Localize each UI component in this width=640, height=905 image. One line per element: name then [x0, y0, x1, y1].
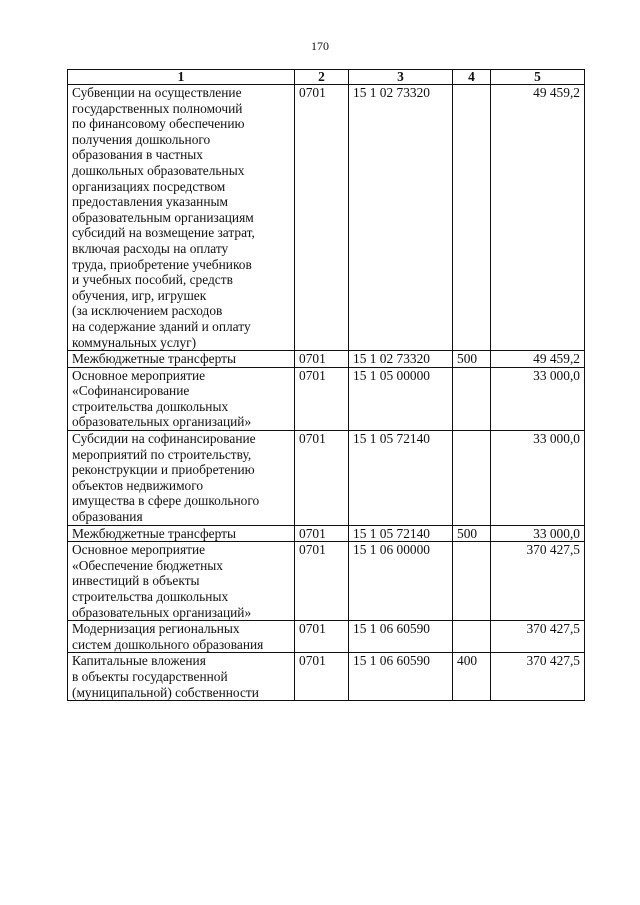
row-section-code: 0701 [295, 351, 349, 368]
row-name-line: Субсидии на софинансирование [72, 431, 256, 447]
row-name-line: образовательных организаций» [72, 604, 252, 620]
row-name [68, 85, 295, 351]
row-name-line: строительства дошкольных [72, 398, 229, 414]
row-name-line: субсидий на возмещение затрат, [72, 225, 255, 241]
row-name-line: Капитальные вложения [72, 653, 206, 669]
row-amount: 370 427,5 [491, 653, 585, 701]
table-body [68, 85, 585, 701]
table-row [68, 431, 585, 526]
row-name-line: в объекты государственной [72, 668, 228, 684]
row-name-line: и учебных пособий, средств [72, 272, 233, 288]
column-header-amount: 5 [491, 70, 585, 85]
budget-table [67, 69, 585, 701]
table-header-row [68, 70, 585, 85]
row-amount: 49 459,2 [491, 351, 585, 368]
row-name-line: дошкольных образовательных [72, 162, 245, 178]
column-header-expense: 4 [453, 70, 491, 85]
row-name [68, 367, 295, 430]
row-name-line: (муниципальной) собственности [72, 684, 259, 700]
row-target-code: 15 1 02 73320 [349, 85, 453, 351]
row-section-code: 0701 [295, 542, 349, 621]
row-expense-type [453, 621, 491, 653]
table-row [68, 621, 585, 653]
row-expense-type [453, 85, 491, 351]
row-section-code: 0701 [295, 85, 349, 351]
row-expense-type [453, 542, 491, 621]
row-target-code: 15 1 06 60590 [349, 621, 453, 653]
row-name-line: предоставления указанным [72, 194, 228, 210]
table-row [68, 653, 585, 701]
row-name-line: систем дошкольного образования [72, 636, 264, 652]
table-row [68, 525, 585, 542]
row-name-line: Межбюджетные трансферты [72, 351, 236, 367]
row-name-line: включая расходы на оплату [72, 240, 229, 256]
row-expense-type: 500 [453, 525, 491, 542]
row-name-line: Субвенции на осуществление [72, 85, 242, 100]
row-name [68, 542, 295, 621]
row-name-line: Основное мероприятие [72, 542, 206, 558]
row-name-line: коммунальных услуг) [72, 334, 197, 350]
row-name-line: государственных полномочий [72, 100, 243, 116]
row-name-line: труда, приобретение учебников [72, 256, 252, 272]
row-name [68, 431, 295, 526]
row-name-line: (за исключением расходов [72, 303, 223, 319]
row-amount: 33 000,0 [491, 431, 585, 526]
row-name [68, 621, 295, 653]
row-name-line: мероприятий по строительству, [72, 446, 252, 462]
row-name-line: по финансовому обеспечению [72, 116, 245, 132]
row-expense-type: 500 [453, 351, 491, 368]
row-target-code: 15 1 06 60590 [349, 653, 453, 701]
row-section-code: 0701 [295, 525, 349, 542]
row-section-code: 0701 [295, 367, 349, 430]
row-expense-type [453, 431, 491, 526]
row-name-line: имущества в сфере дошкольного [72, 493, 260, 509]
row-name-line: «Софинансирование [72, 383, 190, 399]
row-name-line: объектов недвижимого [72, 477, 204, 493]
row-name-line: инвестиций в объекты [72, 573, 200, 589]
row-section-code: 0701 [295, 653, 349, 701]
row-name-line: образовательным организациям [72, 209, 254, 225]
row-amount: 370 427,5 [491, 621, 585, 653]
row-name-line: получения дошкольного [72, 131, 211, 147]
row-name [68, 653, 295, 701]
row-name-line: образовательных организаций» [72, 414, 252, 430]
row-section-code: 0701 [295, 431, 349, 526]
row-name-line: реконструкции и приобретению [72, 462, 255, 478]
row-name-line: Межбюджетные трансферты [72, 525, 236, 541]
row-target-code: 15 1 05 72140 [349, 431, 453, 526]
row-name-line: Основное мероприятие [72, 367, 206, 383]
row-name-line: на содержание зданий и оплату [72, 318, 251, 334]
row-amount: 33 000,0 [491, 525, 585, 542]
row-name-line: Модернизация региональных [72, 621, 240, 637]
column-header-target: 3 [349, 70, 453, 85]
row-name-line: образования [72, 509, 143, 525]
row-name-line: организациях посредством [72, 178, 226, 194]
table-row [68, 85, 585, 351]
table-row [68, 367, 585, 430]
row-name [68, 351, 295, 368]
column-header-name: 1 [68, 70, 295, 85]
row-target-code: 15 1 02 73320 [349, 351, 453, 368]
row-expense-type [453, 367, 491, 430]
row-section-code: 0701 [295, 621, 349, 653]
row-name-line: обучения, игр, игрушек [72, 287, 207, 303]
column-header-section: 2 [295, 70, 349, 85]
row-target-code: 15 1 05 72140 [349, 525, 453, 542]
page-number: 170 [311, 39, 329, 53]
table-row [68, 351, 585, 368]
row-name-line: строительства дошкольных [72, 589, 229, 604]
table-row [68, 542, 585, 621]
row-amount: 49 459,2 [491, 85, 585, 351]
row-name-line: «Обеспечение бюджетных [72, 557, 223, 573]
row-amount: 370 427,5 [491, 542, 585, 621]
row-expense-type: 400 [453, 653, 491, 701]
row-name [68, 525, 295, 542]
row-name-line: образования в частных [72, 147, 203, 163]
row-amount: 33 000,0 [491, 367, 585, 430]
row-target-code: 15 1 05 00000 [349, 367, 453, 430]
row-target-code: 15 1 06 00000 [349, 542, 453, 621]
